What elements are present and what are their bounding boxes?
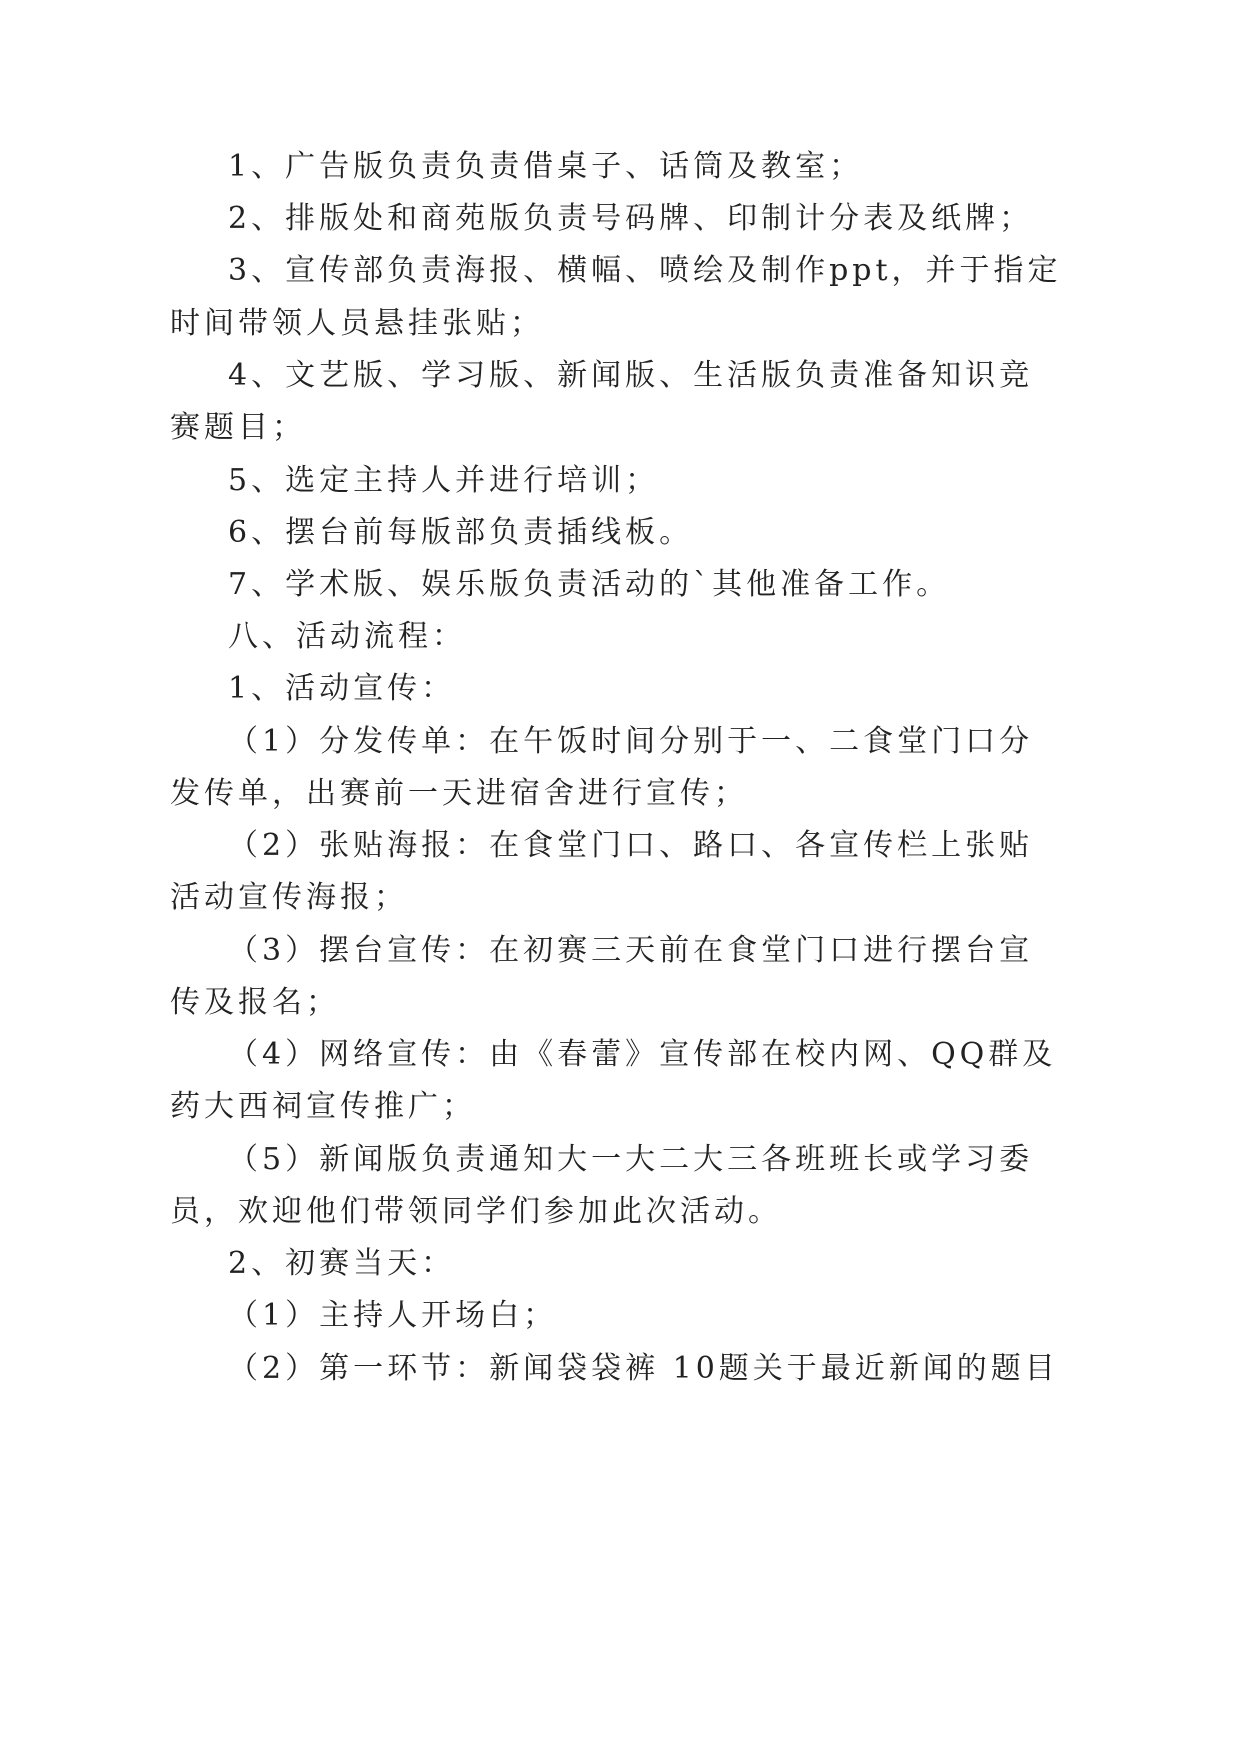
section-heading: 八、活动流程：	[228, 619, 466, 654]
text-line: 发传单，出赛前一天进宿舍进行宣传；	[170, 776, 748, 811]
text-line: 药大西祠宣传推广；	[170, 1089, 476, 1124]
text-line: 2、排版处和商苑版负责号码牌、印制计分表及纸牌；	[228, 201, 1034, 236]
subsection-heading: 1、活动宣传：	[228, 671, 456, 706]
text-line: 传及报名；	[170, 985, 340, 1020]
text-line: （4）网络宣传：由《春蕾》宣传部在校内网、QQ群及	[228, 1037, 1057, 1072]
text-line: （2）张贴海报：在食堂门口、路口、各宣传栏上张贴	[228, 828, 1034, 863]
text-line: 时间带领人员悬挂张贴；	[170, 306, 544, 341]
text-line: 3、宣传部负责海报、横幅、喷绘及制作ppt，并于指定	[228, 253, 1062, 288]
text-line: 1、广告版负责负责借桌子、话筒及教室；	[228, 149, 864, 184]
text-line: （5）新闻版负责通知大一大二大三各班班长或学习委	[228, 1142, 1034, 1177]
text-line: 4、文艺版、学习版、新闻版、生活版负责准备知识竞	[228, 358, 1034, 393]
text-line: （2）第一环节：新闻袋袋裤 10题关于最近新闻的题目	[228, 1351, 1059, 1386]
text-line: 5、选定主持人并进行培训；	[228, 463, 660, 498]
text-line: 赛题目；	[170, 410, 306, 445]
subsection-heading: 2、初赛当天：	[228, 1246, 456, 1281]
text-line: （3）摆台宣传：在初赛三天前在食堂门口进行摆台宣	[228, 933, 1034, 968]
text-line: 活动宣传海报；	[170, 880, 408, 915]
text-line: （1）主持人开场白；	[228, 1298, 558, 1333]
text-line: 员，欢迎他们带领同学们参加此次活动。	[170, 1194, 782, 1229]
text-line: （1）分发传单：在午饭时间分别于一、二食堂门口分	[228, 724, 1034, 759]
text-line: 7、学术版、娱乐版负责活动的`其他准备工作。	[228, 567, 951, 602]
text-line: 6、摆台前每版部负责插线板。	[228, 515, 694, 550]
